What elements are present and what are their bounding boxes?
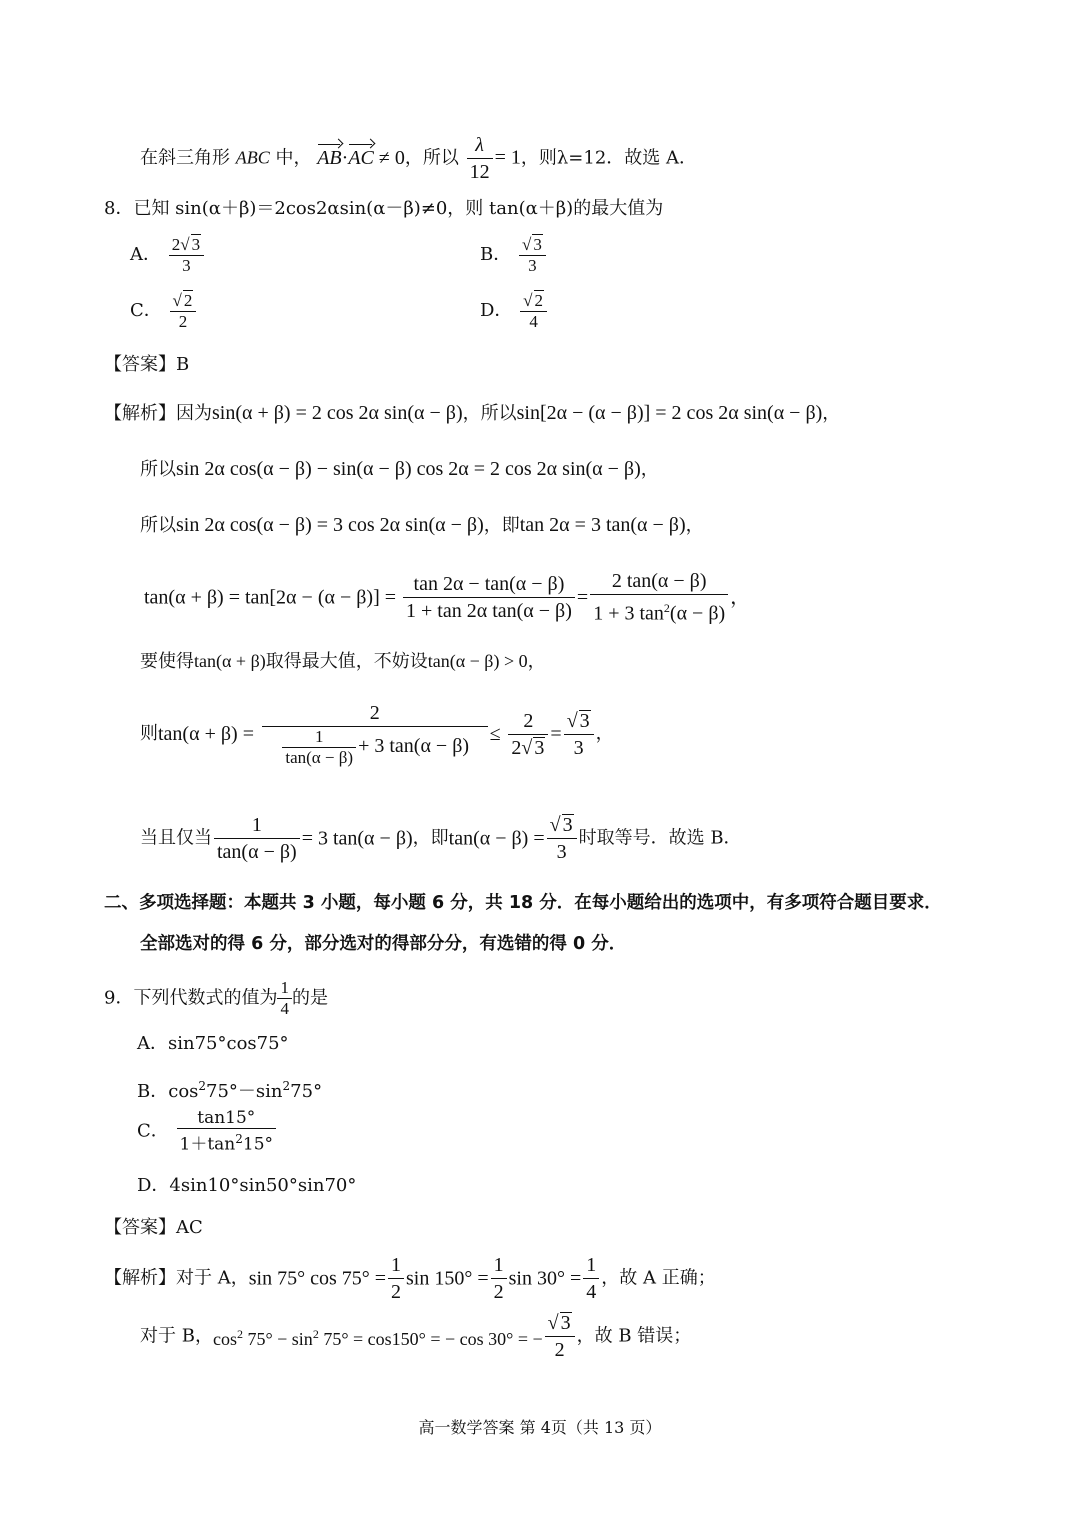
q8-option-a [130, 234, 206, 276]
q9-option-b [137, 1074, 322, 1104]
equation [213, 1329, 543, 1349]
equation: tan(α + β) [194, 651, 266, 671]
equation: sin 150° = [406, 1267, 489, 1290]
text: ，所以 [462, 403, 517, 424]
text: 对于 B， [140, 1325, 213, 1347]
den: 3 [528, 256, 537, 275]
den: 2√ 3 [511, 736, 545, 759]
inner-fraction [282, 727, 356, 768]
p7-lead: 在斜三角形 [140, 147, 236, 169]
text: 要使得 [140, 651, 194, 672]
den: 2 [554, 1339, 565, 1361]
den: 4 [280, 999, 289, 1018]
den: 2 [391, 1281, 402, 1303]
option-label: C． [130, 300, 162, 321]
half-fraction [388, 1252, 404, 1305]
eq-part: 75° − sin [242, 1329, 313, 1349]
q8-option-c [130, 290, 198, 332]
coef: 2 [511, 736, 522, 759]
q9-option-d: D．4sin10°sin50°sin70° [137, 1175, 357, 1196]
analysis-label: 【解析】 [104, 1267, 176, 1289]
text: ， [595, 723, 614, 744]
eq: = [550, 723, 562, 745]
q9-answer: 【答案】AC [104, 1217, 203, 1238]
sup: 2 [282, 1079, 291, 1093]
num: 2 [262, 700, 488, 727]
equation: tan(α + β) = [158, 723, 254, 745]
num: 1 [388, 1252, 404, 1279]
text: ， [822, 403, 841, 424]
den: tan(α − β) [217, 841, 297, 863]
den: 2 [493, 1281, 504, 1303]
option-label: A． [130, 244, 161, 265]
q8-stem: 8．已知 sin(α＋β)＝2cos2αsin(α－β)≠0，则 tan(α＋β)的最大值为 [104, 198, 664, 219]
text: 9．下列代数式的值为 [104, 987, 278, 1009]
coef: 2 [171, 235, 181, 254]
plus-term: + 3 tan(α − β) [358, 735, 470, 758]
den: 1 + tan 2α tan(α − β) [406, 599, 572, 622]
result-fraction: $\frac{√ 3}{3}$ [564, 708, 594, 761]
option-a-fraction: $\frac{2√ 3}{3}$ [169, 234, 204, 276]
p7-so: ，所以 [404, 147, 459, 169]
equation: tan 2α = 3 tan(α − β) [519, 514, 686, 536]
bound-fraction [508, 708, 548, 761]
den-sup: 2 [663, 601, 670, 615]
equation: tan(α + β) = tan[2α − (α − β)] = [144, 586, 397, 609]
text: ， [730, 586, 751, 609]
p7-tail: ，则λ=12．故选 A． [520, 147, 697, 169]
q8-option-b [480, 234, 548, 276]
text: cos [168, 1081, 199, 1102]
text: ，即 [412, 827, 449, 849]
sup: 2 [312, 1327, 319, 1341]
section2-heading-line1: 二、多项选择题：本题共 3 小题，每小题 6 分，共 18 分．在每小题给出的选项中，有多项符合题目要求． [104, 893, 942, 913]
q8-answer: 【答案】B [104, 354, 190, 375]
equation: sin[2α − (α − β)] = 2 cos 2α sin(α − β) [516, 402, 823, 424]
vector-ac: AC [348, 146, 374, 169]
q9-analysis-a [104, 1252, 716, 1305]
den [590, 595, 728, 627]
sqrt3-over-2: $\frac{√ 3}{2}$ [545, 1310, 575, 1363]
radicand: 2 [183, 291, 193, 310]
neq-zero: ≠ 0 [373, 146, 405, 169]
q8-analysis-step2 [140, 457, 659, 482]
sup: 2 [236, 1327, 243, 1341]
text: ， [685, 515, 704, 536]
text: 的是 [291, 987, 328, 1009]
text: 所以 [140, 459, 176, 480]
q8-analysis-step1 [104, 401, 840, 426]
den: 3 [556, 841, 567, 863]
num: tan 2α − tan(α − β) [403, 571, 575, 598]
dot-op: · [341, 146, 349, 169]
q8-option-d [480, 290, 549, 332]
den-b: (α − β) [669, 602, 726, 625]
den-sup: 2 [235, 1132, 243, 1146]
den-b: 15° [242, 1134, 274, 1155]
simplified-fraction [590, 568, 728, 627]
option-label: C． [137, 1120, 169, 1142]
den: 4 [586, 1281, 597, 1303]
triangle-name: ABC [235, 147, 270, 168]
half-fraction [491, 1252, 507, 1305]
option-d-fraction: $\frac{√ 2}{4}$ [520, 290, 547, 332]
equation: tan(α − β) > 0 [427, 651, 528, 671]
equation: sin 30° = [508, 1267, 582, 1290]
le: ≤ [489, 723, 501, 745]
lambda-num: λ [475, 134, 484, 156]
eq-part: cos [212, 1329, 237, 1349]
text: 75°－sin [206, 1081, 283, 1102]
num: 1 [214, 812, 300, 839]
equation: = 3 tan(α − β) [301, 827, 413, 850]
sup: 2 [198, 1079, 207, 1093]
num: 1 [277, 978, 292, 999]
section2-heading-line2: 全部选对的得 6 分，部分选对的得部分分，有选错的得 0 分． [140, 934, 627, 954]
option-c-fraction [177, 1108, 277, 1155]
option-c-fraction: $\frac{√ 2}{2}$ [170, 290, 197, 332]
vector-expression [317, 147, 405, 169]
radicand: 2 [534, 291, 544, 310]
q9-analysis-b [140, 1310, 691, 1363]
text: 则 [140, 723, 158, 744]
complex-fraction [262, 700, 488, 768]
q8-analysis-step5 [140, 649, 546, 674]
radicand: 3 [534, 736, 545, 759]
option-b-fraction: $\frac{√ 3}{3}$ [519, 234, 546, 276]
equation: tan(α − β) = [448, 827, 545, 850]
text: 因为 [176, 403, 212, 424]
num: 2 tan(α − β) [590, 568, 728, 595]
equation: sin 2α cos(α − β) = 3 cos 2α sin(α − β) [176, 514, 484, 536]
den-a: 1 + 3 tan [593, 602, 664, 625]
num: 1 [583, 1252, 599, 1279]
den: 4 [529, 312, 538, 331]
option-label: B． [137, 1081, 169, 1102]
equation: sin 2α cos(α − β) − sin(α − β) cos 2α = 2 cos 2α sin(α − β) [176, 458, 641, 480]
radicand: 3 [533, 235, 542, 254]
q8-analysis-step7 [140, 812, 742, 865]
sqrt3-over-3: $\frac{√ 3}{3}$ [547, 812, 577, 865]
den: 2 [178, 312, 188, 331]
vector-ab: AB [317, 146, 342, 169]
radicand: 3 [191, 235, 201, 254]
num: 2 [508, 708, 548, 735]
eq-one: = 1 [494, 146, 521, 169]
analysis-label: 【解析】 [104, 403, 176, 424]
text: 当且仅当 [140, 827, 212, 849]
text: ，即 [483, 515, 520, 536]
text: ， [640, 459, 659, 480]
p7-mid: 中， [269, 147, 312, 169]
q8-analysis-step6 [140, 700, 614, 768]
num: tan15° [177, 1108, 277, 1129]
q8-analysis-step3 [140, 513, 704, 538]
q9-option-a: A．sin75°cos75° [137, 1033, 289, 1054]
page-footer: 高一数学答案 第 4页（共 13 页） [418, 1418, 662, 1437]
equation: sin 75° cos 75° = [248, 1267, 387, 1290]
q8-analysis-step4 [144, 568, 750, 627]
text: ，故 A 正确； [601, 1267, 716, 1289]
radicand: 3 [560, 1312, 571, 1334]
eq-part: 75° = cos150° = − cos 30° = − [318, 1329, 543, 1349]
text: 所以 [140, 515, 176, 536]
radicand: 3 [562, 814, 573, 836]
text: ， [527, 651, 546, 672]
quarter-fraction [583, 1252, 599, 1305]
equality-fraction [214, 812, 300, 865]
lambda-fraction [467, 132, 493, 185]
den [177, 1129, 277, 1155]
p7-conclusion-line [140, 132, 697, 185]
inner-den: tan(α − β) [285, 748, 354, 767]
option-label: D． [480, 300, 513, 321]
inner-num: 1 [282, 727, 356, 748]
tan-difference-fraction [403, 571, 575, 624]
q9-stem [104, 978, 328, 1019]
text: 对于 A， [176, 1267, 249, 1289]
radicand: 3 [579, 709, 590, 732]
den-a: 1＋tan [179, 1134, 236, 1155]
quarter-fraction [277, 978, 292, 1019]
option-label: B． [480, 244, 512, 265]
den: 3 [573, 736, 584, 759]
text: ，故 B 错误； [576, 1325, 692, 1347]
eq: = [576, 586, 589, 609]
equation: sin(α + β) = 2 cos 2α sin(α − β) [212, 402, 463, 424]
lambda-den: 12 [469, 161, 490, 183]
den: 3 [182, 256, 191, 275]
text: 取得最大值，不妨设 [265, 651, 428, 672]
text: 75° [290, 1081, 323, 1102]
num: 1 [491, 1252, 507, 1279]
den [262, 727, 488, 768]
q9-option-c [137, 1108, 278, 1155]
text: 时取等号．故选 B． [578, 827, 742, 849]
